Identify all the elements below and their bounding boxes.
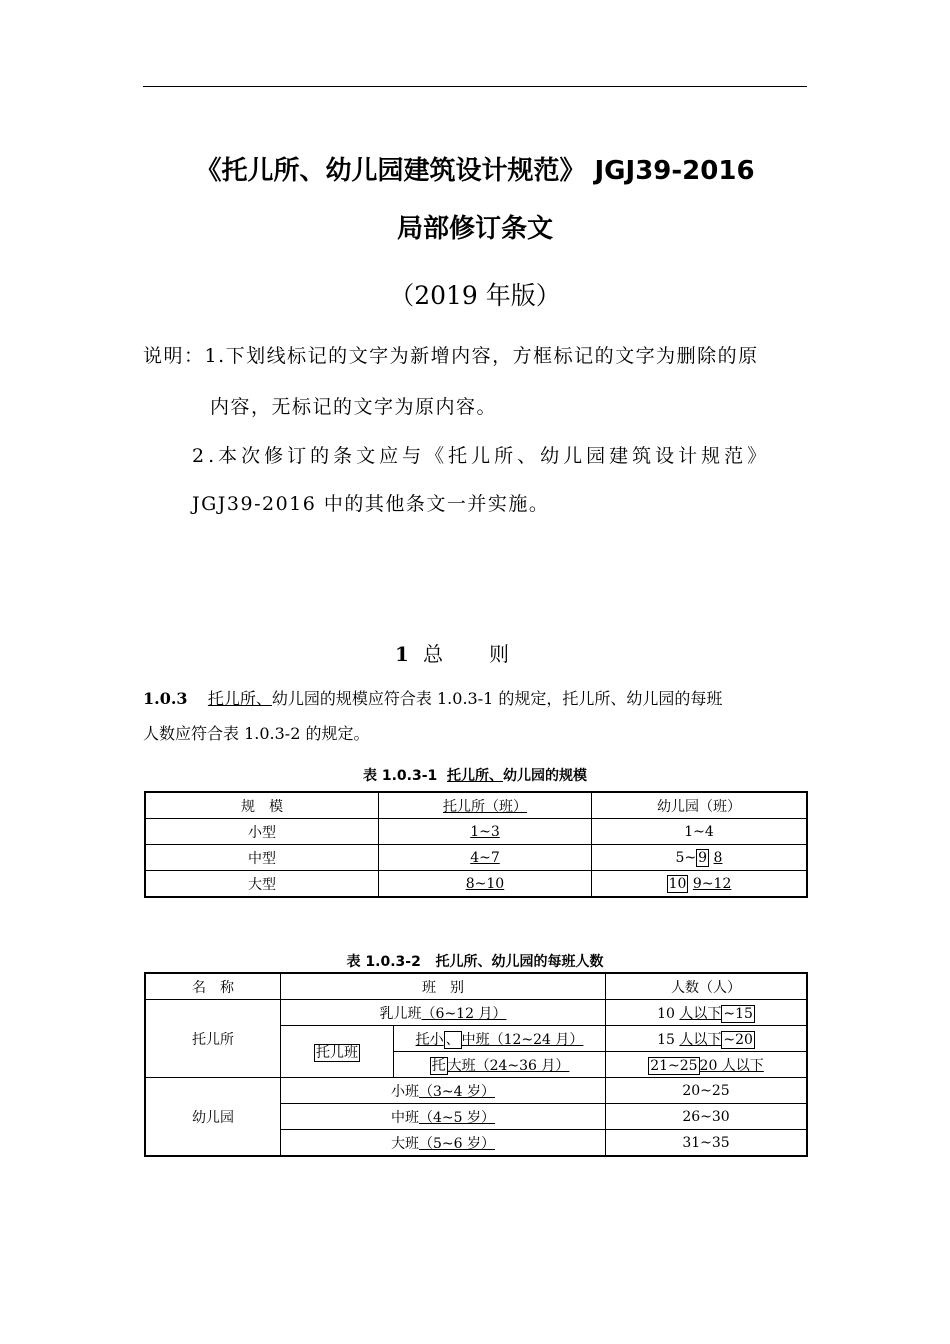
class-prefix: 大班 xyxy=(391,1135,419,1152)
table1-kindergarten-cell: 1~4 xyxy=(592,819,808,845)
table1-kindergarten-cell xyxy=(592,871,808,898)
class-prefix: 中班 xyxy=(391,1109,419,1126)
note-line-2: 内容，无标记的文字为原内容。 xyxy=(210,396,498,418)
table1-header-nursery xyxy=(379,792,592,819)
table1-header-kindergarten: 幼儿园（班） xyxy=(592,792,808,819)
table1-nursery-cell xyxy=(379,871,592,898)
table2-header-class: 班 别 xyxy=(281,973,606,1000)
added-text: （3~4 岁） xyxy=(419,1083,495,1100)
table1-nursery-cell xyxy=(379,819,592,845)
deleted-text: 21~25 xyxy=(650,1057,698,1074)
added-text: 大班（24~36 月） xyxy=(447,1057,570,1074)
deleted-text: 托儿班 xyxy=(316,1044,358,1061)
table-row xyxy=(145,1000,807,1026)
table-row xyxy=(145,871,807,898)
deleted-text: 9 xyxy=(698,849,708,866)
table-row xyxy=(145,1078,807,1104)
table-row xyxy=(145,845,807,871)
added-text: 中 xyxy=(461,1031,476,1048)
table2-class-cell xyxy=(281,1000,606,1026)
count-prefix: 10 xyxy=(657,1005,680,1022)
table2-count-cell: 26~30 xyxy=(606,1104,808,1130)
clause-added-text: 托儿所、 xyxy=(207,689,272,708)
table2-class-cell xyxy=(281,1104,606,1130)
table2-caption-number: 表 1.0.3-2 xyxy=(346,954,421,970)
added-text: 20 人以下 xyxy=(699,1057,764,1074)
deleted-text: ~15 xyxy=(723,1005,753,1022)
deleted-text: 、 xyxy=(445,1031,460,1048)
table1-nursery-cell xyxy=(379,845,592,871)
table1-scale-cell: 中型 xyxy=(145,845,379,871)
class-prefix: 乳儿班 xyxy=(379,1005,422,1022)
added-text: 8 xyxy=(713,849,723,866)
header-rule xyxy=(143,86,807,87)
table1-nursery-value: 4~7 xyxy=(470,849,500,866)
added-text: 人以下 xyxy=(679,1005,722,1022)
deleted-text: 托 xyxy=(431,1057,446,1074)
table-row xyxy=(145,792,807,819)
added-text: （5~6 岁） xyxy=(419,1135,495,1152)
table2-class-cell xyxy=(394,1026,606,1052)
table2-class-cell xyxy=(281,1130,606,1157)
table1-caption-number: 表 1.0.3-1 xyxy=(362,768,438,784)
table1 xyxy=(144,791,808,898)
table1-nursery-value: 8~10 xyxy=(465,875,505,892)
table2-caption-text: 托儿所、幼儿园的每班人数 xyxy=(435,954,604,970)
table-row xyxy=(145,973,807,1000)
note-line-3: 2.本次修订的条文应与《托儿所、幼儿园建筑设计规范》 xyxy=(192,445,771,467)
section-heading xyxy=(0,638,950,667)
table2-count-cell: 20~25 xyxy=(606,1078,808,1104)
note-line-4: JGJ39-2016 中的其他条文一并实施。 xyxy=(192,493,550,515)
table2-class-cell xyxy=(281,1078,606,1104)
table2-count-cell: 31~35 xyxy=(606,1130,808,1157)
table2-caption xyxy=(0,951,950,971)
class-prefix: 小班 xyxy=(391,1083,419,1100)
table1-header-nursery-text: 托儿所（班） xyxy=(443,798,527,815)
added-text: （4~5 岁） xyxy=(419,1109,495,1126)
added-text: 托小 xyxy=(415,1031,444,1048)
table1-scale-cell: 小型 xyxy=(145,819,379,845)
table2-count-cell xyxy=(606,1026,808,1052)
added-text: 人以下 xyxy=(679,1031,722,1048)
table2-header-count: 人数（人） xyxy=(606,973,808,1000)
deleted-text: 10 xyxy=(668,875,687,892)
table1-nursery-value: 1~3 xyxy=(470,823,500,840)
table2-count-cell xyxy=(606,1052,808,1078)
table2-header-name: 名 称 xyxy=(145,973,281,1000)
table2-nursery-name: 托儿所 xyxy=(145,1000,281,1078)
table1-caption-added: 托儿所、 xyxy=(447,768,504,784)
clause-line-2: 人数应符合表 1.0.3-2 的规定。 xyxy=(143,724,370,743)
table1-caption xyxy=(0,765,950,785)
added-text: （6~12 月） xyxy=(421,1005,507,1022)
table1-caption-text: 幼儿园的规模 xyxy=(503,768,588,784)
table1-scale-cell: 大型 xyxy=(145,871,379,898)
table1-header-scale: 规 模 xyxy=(145,792,379,819)
added-text: 9~12 xyxy=(692,875,732,892)
table2-class-cell xyxy=(394,1052,606,1078)
clause-line-1 xyxy=(143,686,722,709)
table2 xyxy=(144,972,808,1157)
table2-deleted-group-cell xyxy=(281,1026,394,1078)
deleted-text: ~20 xyxy=(723,1031,753,1048)
count-prefix: 15 xyxy=(657,1031,680,1048)
kindergarten-prefix: 5~ xyxy=(675,849,697,866)
table-row xyxy=(145,819,807,845)
doc-subtitle: 局部修订条文 xyxy=(396,214,553,244)
section-title: 总则 xyxy=(422,642,555,666)
doc-edition: （2019 年版） xyxy=(389,281,561,310)
note-line-1: 说明：1.下划线标记的文字为新增内容，方框标记的文字为删除的原 xyxy=(143,345,759,367)
table2-kindergarten-name: 幼儿园 xyxy=(145,1078,281,1157)
table2-count-cell xyxy=(606,1000,808,1026)
section-number: 1 xyxy=(395,642,409,666)
doc-title: 《托儿所、幼儿园建筑设计规范》 JGJ39-2016 xyxy=(195,156,755,186)
clause-number: 1.0.3 xyxy=(143,689,188,708)
added-text: 班（12~24 月） xyxy=(475,1031,584,1048)
table1-kindergarten-cell xyxy=(592,845,808,871)
clause-text: 幼儿园的规模应符合表 1.0.3-1 的规定，托儿所、幼儿园的每班 xyxy=(271,689,723,708)
